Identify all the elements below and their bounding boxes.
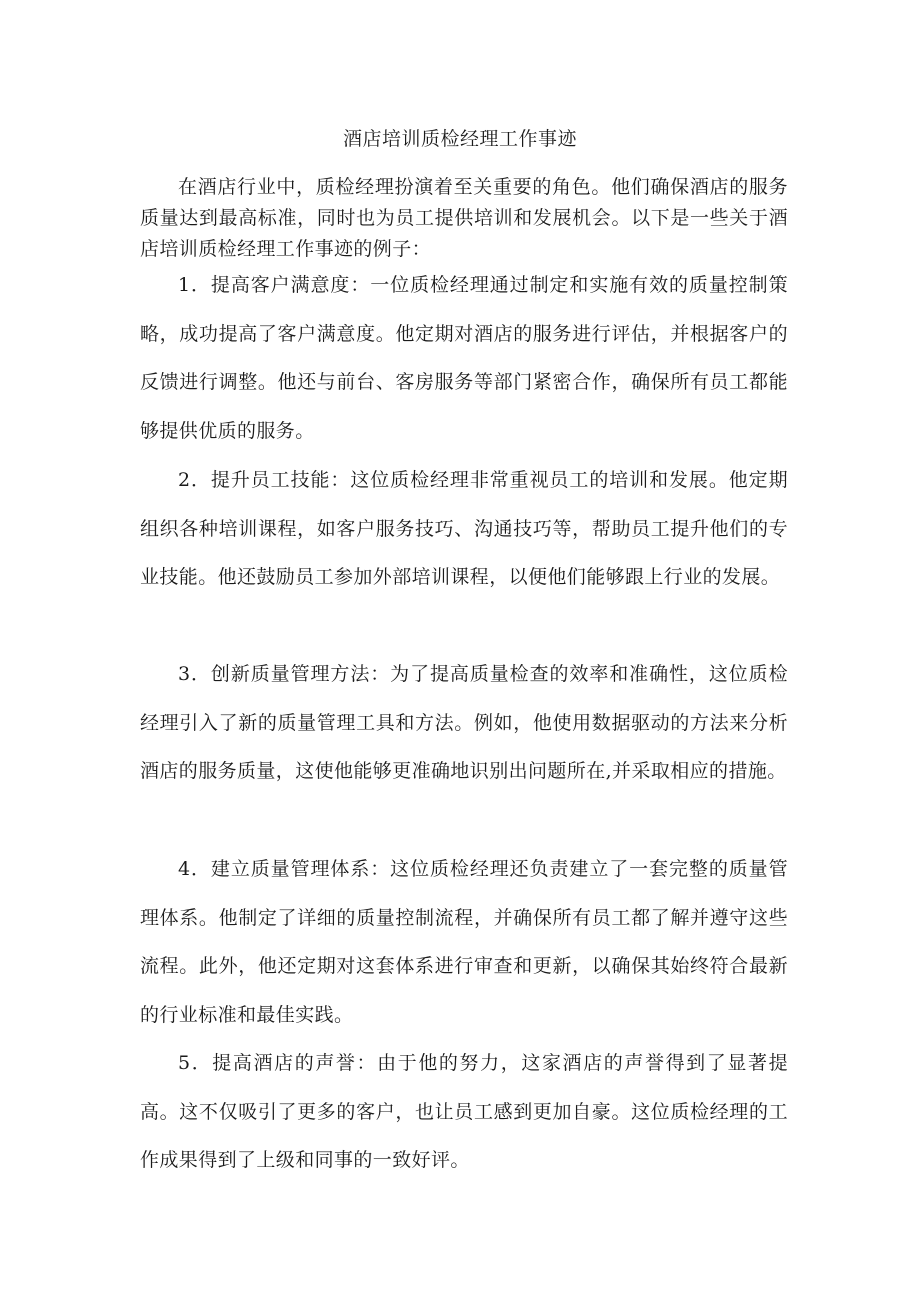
- list-item-quality-system: 4．建立质量管理体系：这位质检经理还负责建立了一套完整的质量管理体系。他制定了详细的质量控制流程，并确保所有员工都了解并遵守这些流程。此外，他还定期对这套体系进行审查和更新，以确保其始终符合最新的行业标准和最佳实践。: [140, 858, 788, 1026]
- document-title: 酒店培训质检经理工作事迹: [342, 128, 577, 150]
- list-item-staff-skills: 2．提升员工技能：这位质检经理非常重视员工的培训和发展。他定期组织各种培训课程，如客户服务技巧、沟通技巧等，帮助员工提升他们的专业技能。他还鼓励员工参加外部培训课程，以便他们能够跟上行业的发展。: [140, 469, 788, 588]
- list-item-hotel-reputation: 5．提高酒店的声誉：由于他的努力，这家酒店的声誉得到了显著提高。这不仅吸引了更多的客户，也让员工感到更加自豪。这位质检经理的工作成果得到了上级和同事的一致好评。: [140, 1052, 788, 1171]
- intro-paragraph: 在酒店行业中，质检经理扮演着至关重要的角色。他们确保酒店的服务质量达到最高标准，同时也为员工提供培训和发展机会。以下是一些关于酒店培训质检经理工作事迹的例子：: [140, 176, 788, 260]
- list-item-customer-satisfaction: 1．提高客户满意度：一位质检经理通过制定和实施有效的质量控制策略，成功提高了客户满意度。他定期对酒店的服务进行评估，并根据客户的反馈进行调整。他还与前台、客房服务等部门紧密合作，确保所有员工都能够提供优质的服务。: [140, 274, 788, 442]
- list-item-quality-methods: 3．创新质量管理方法：为了提高质量检查的效率和准确性，这位质检经理引入了新的质量管理工具和方法。例如，他使用数据驱动的方法来分析酒店的服务质量，这使他能够更准确地识别出问题所在,并采取相应的措施。: [140, 663, 788, 782]
